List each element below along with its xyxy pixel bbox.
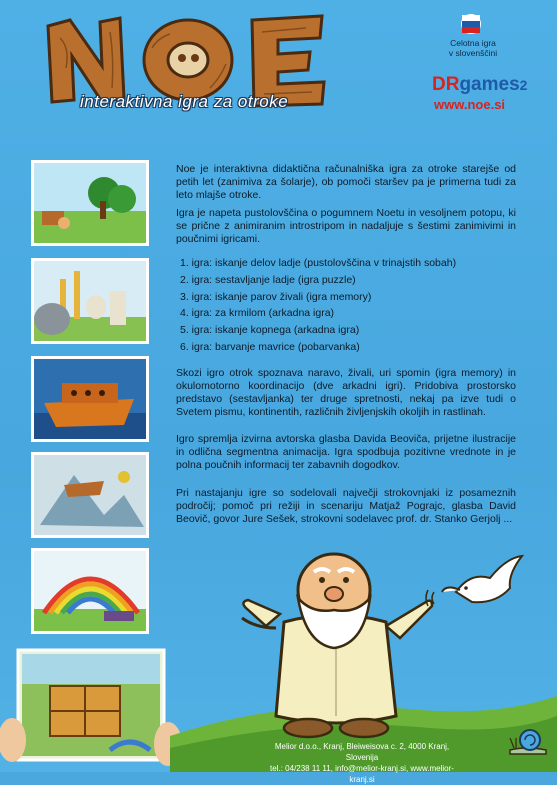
puzzle-picture <box>0 640 180 772</box>
credits-paragraph <box>176 487 516 526</box>
slovenia-flag-icon <box>461 14 481 34</box>
language-note-line1: Celotna igra <box>450 38 496 48</box>
tagline: interaktivna igra za otroke <box>80 92 289 111</box>
footer-address: Melior d.o.o., Kranj, Bleiweisova c. 2, 4000 Kranj, Slovenija <box>274 742 450 762</box>
noah-character <box>236 548 436 744</box>
dove-icon <box>426 548 526 618</box>
list-item: 2. igra: sestavljanje ladje (igra puzzle) <box>180 273 356 286</box>
learning-text: Skozi igro otrok spoznava naravo, živali, uri spomin (igra memory) in okulomotorno koordinacijo (dve arkadni igri). Pridobiva prostorsko predstavo (sestavljanka) ter druge spretnosti, nekaj pa izve tudi o Svetem pismu, kontinentih, različnih življenjskih okoljih in rastlinah. <box>176 367 516 418</box>
list-item: 5. igra: iskanje kopnega (arkadna igra) <box>180 324 360 337</box>
games-list <box>180 257 520 358</box>
adventure-paragraph <box>176 207 516 246</box>
language-note-line2: v slovenščini <box>448 48 498 58</box>
website-link[interactable]: www.noe.si <box>434 97 506 112</box>
screenshot-map <box>31 452 149 538</box>
screenshot-animals <box>31 258 149 344</box>
music-text: Igro spremlja izvirna avtorska glasba Davida Beoviča, prijetne ilustracije in odlična segmentna animacija. Igra spodbuja pozitivne vrednote in je polna poučnih informacij ter zabavnih dogodkov. <box>176 433 516 471</box>
snail-icon <box>506 720 552 756</box>
list-item: 4. igra: za krmilom (arkadna igra) <box>180 307 335 320</box>
list-item: 6. igra: barvanje mavrice (pobarvanka) <box>180 340 360 353</box>
footer <box>262 741 462 785</box>
learning-paragraph <box>176 367 516 419</box>
music-paragraph <box>176 433 516 472</box>
screenshot-forest <box>31 160 149 246</box>
list-item: 3. igra: iskanje parov živali (igra memory) <box>180 290 372 303</box>
brand-dr: DR <box>432 74 460 95</box>
language-note <box>436 38 510 58</box>
brand-games: games <box>459 74 520 95</box>
intro-paragraph <box>176 163 516 202</box>
drgames-logo <box>432 74 527 96</box>
credits-text: Pri nastajanju igre so sodelovali največji strokovnjaki iz posameznih področij; pomoč pri režiji in scenariju Matjaž Pograjc, glasba David Beovič, govor Jure Sešek, strokovni sodelavec prof. dr. Stanko Gerjolj ... <box>176 487 516 525</box>
screenshot-rainbow <box>31 548 149 634</box>
header <box>0 0 557 140</box>
footer-contact: tel.: 04/238 11 11, info@melior-kranj.si, www.melior-kranj.si <box>270 764 454 784</box>
adventure-text: Igra je napeta pustolovščina o pogumnem Noetu in vesoljnem potopu, ki se prične z animiranim introstripom in nadaljuje s šestimi zanimivimi in poučnimi igricami. <box>176 207 516 245</box>
intro-text: Noe je interaktivna didaktična računalniška igra za otroke starejše od petih let (zanimiva za šolarje), ob pomoči staršev pa je primerna tudi za leto mlajše otroke. <box>176 163 516 201</box>
brand-suffix: 2 <box>519 77 528 93</box>
list-item: 1. igra: iskanje delov ladje (pustolovščina v trinajstih sobah) <box>180 257 457 269</box>
screenshot-ark <box>31 356 149 442</box>
